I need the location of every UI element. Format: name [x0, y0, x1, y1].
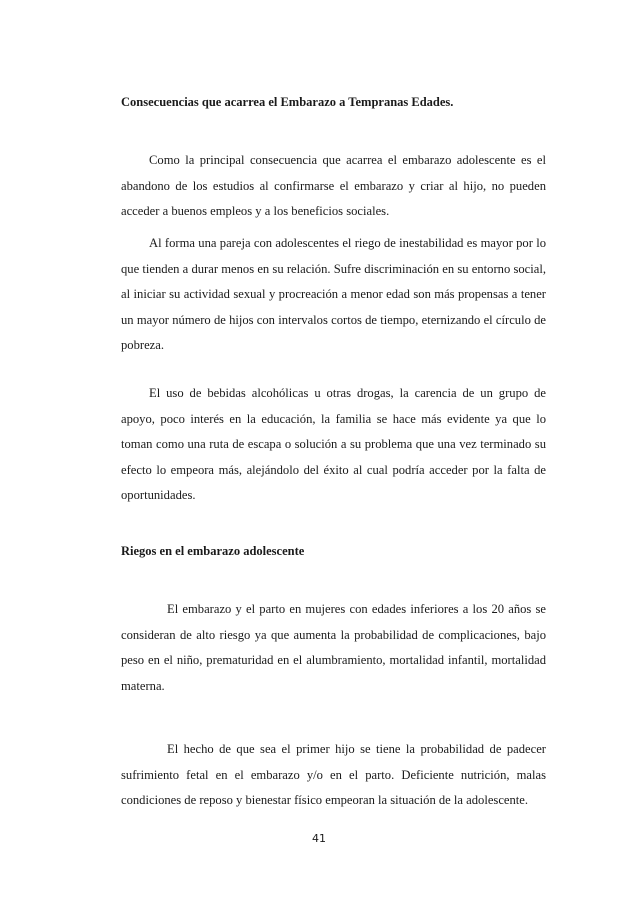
- paragraph-risks-2: El hecho de que sea el primer hijo se tiene la probabilidad de padecer sufrimiento fetal en el embarazo y/o en el parto. Deficiente nutrición, malas condiciones de reposo y bienestar físico empeoran la situación de la adolescente.: [121, 742, 546, 808]
- section-heading-risks: Riegos en el embarazo adolescente: [121, 544, 305, 558]
- page-number: 41: [312, 832, 326, 845]
- paragraph-consequences-1: Como la principal consecuencia que acarrea el embarazo adolescente es el abandono de los estudios al confirmarse el embarazo y criar al hijo, no pueden acceder a buenos empleos y a los beneficios sociales.: [121, 153, 546, 219]
- section-heading-consequences: Consecuencias que acarrea el Embarazo a Tempranas Edades.: [121, 95, 454, 109]
- paragraph-consequences-3: El uso de bebidas alcohólicas u otras drogas, la carencia de un grupo de apoyo, poco interés en la educación, la familia se hace más evidente ya que lo toman como una ruta de escapa o solución a su problema que una vez terminado su efecto lo empeora más, alejándolo del éxito al cual podría acceder por la falta de oportunidades.: [121, 386, 546, 503]
- paragraph-risks-1: El embarazo y el parto en mujeres con edades inferiores a los 20 años se consideran de alto riesgo ya que aumenta la probabilidad de complicaciones, bajo peso en el niño, prematuridad en el alumbramiento, mortalidad infantil, mortalidad materna.: [121, 602, 546, 693]
- paragraph-consequences-2: Al forma una pareja con adolescentes el riego de inestabilidad es mayor por lo que tienden a durar menos en su relación. Sufre discriminación en su entorno social, al iniciar su actividad sexual y procreación a menor edad son más propensas a tener un mayor número de hijos con intervalos cortos de tiempo, eternizando el círculo de pobreza.: [121, 236, 546, 353]
